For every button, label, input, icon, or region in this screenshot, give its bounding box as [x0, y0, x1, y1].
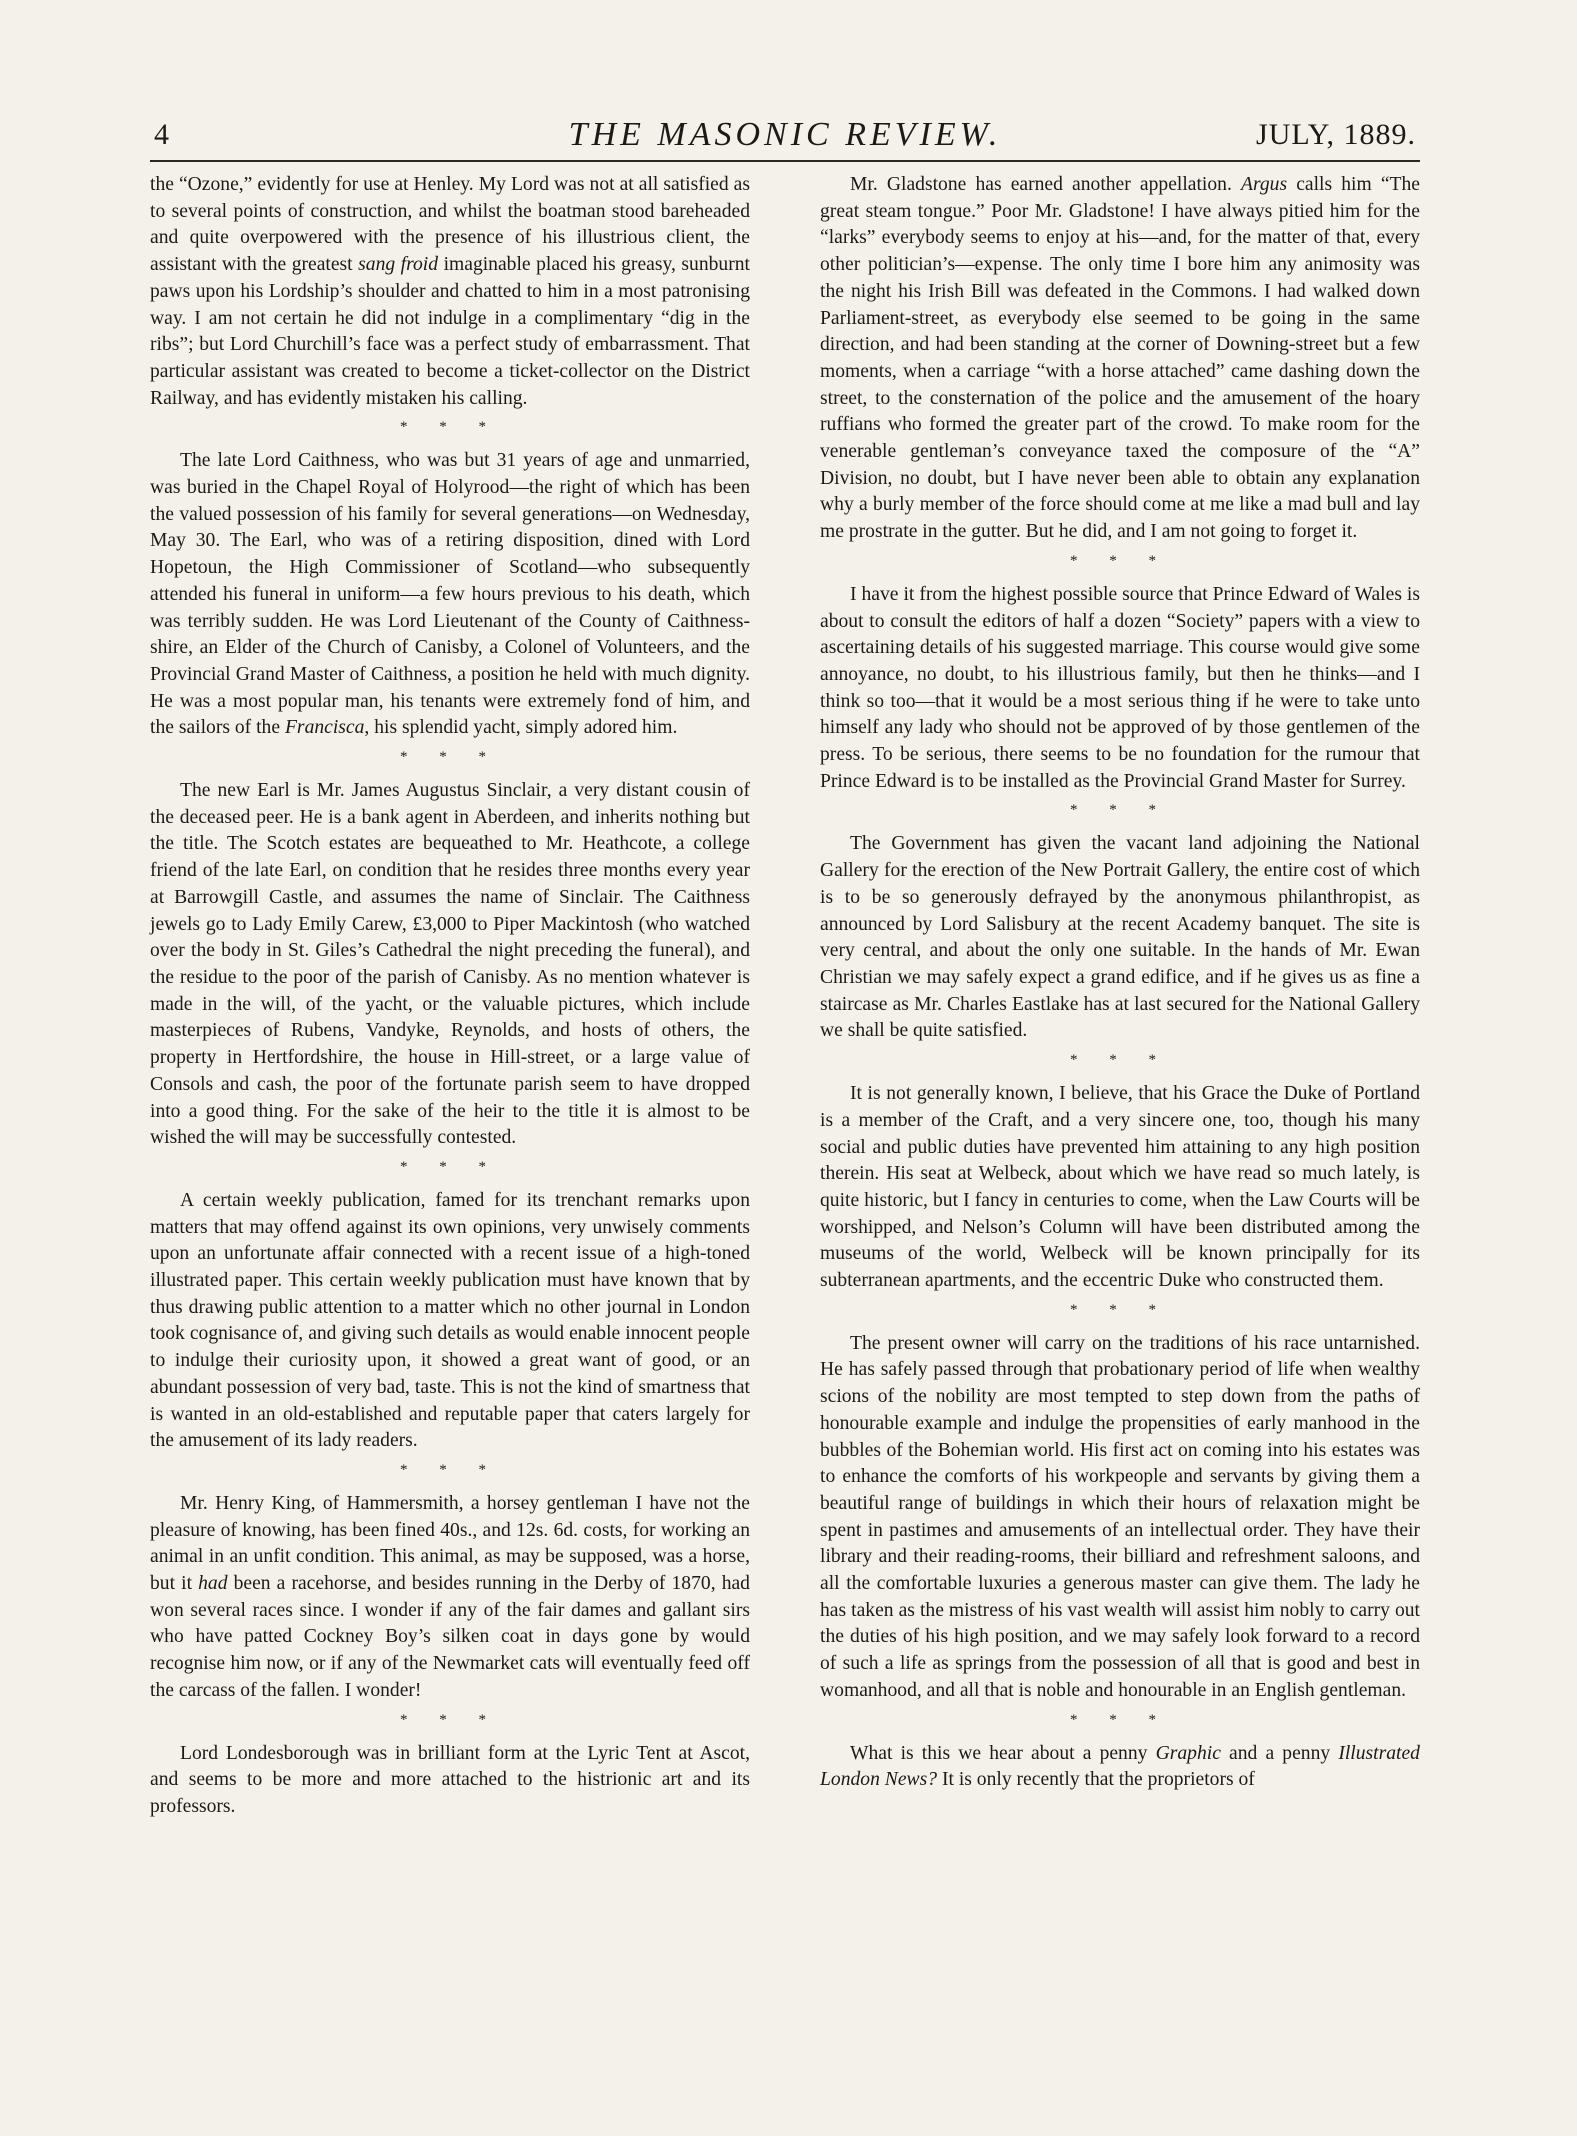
- paragraph: The present owner will carry on the traditions of his race untarnished. He has safely passed through that probationary period of life when wealthy scions of the nobility are most tempted to step down from the paths of honourable example and indulge the propensities of early manhood in the bubbles of the Bohemian world. His first act on coming into his estates was to enhance the comforts of his workpeople and servants by giving them a beautiful range of buildings in which their hours of relaxation might be spent in pastimes and amusements of an intellectual order. They have their library and their reading-rooms, their billiard and refreshment saloons, and all the comfortable luxuries a generous master can give them. The lady he has taken as the mistress of his vast wealth will assist him nobly to carry out the duties of his high position, and we may safely look forward to a record of such a life as springs from the possession of all that is good and best in womanhood, and all that is noble and honourable in an English gentleman.: [820, 1332, 1420, 1701]
- section-separator: * * *: [400, 1158, 500, 1175]
- paragraph: Mr. Henry King, of Hammersmith, a horsey gentleman I have not the pleasure of knowing, has been fined 40s., and 12s. 6d. costs, for working an animal in an unfit condition. This animal, as may be supposed, was a horse, but it had been a racehorse, and besides running in the Derby of 1870, had won several races since. I wonder if any of the fair dames and gallant sirs who have patted Cockney Boy’s silken coat in days gone by would recognise him now, or if any of the Newmarket cats will eventually feed off the carcass of the fallen. I wonder!: [150, 1492, 750, 1701]
- section-separator: * * *: [1070, 1301, 1170, 1318]
- paragraph: The Government has given the vacant land adjoining the National Gallery for the erection of the New Portrait Gallery, the entire cost of which is to be so generously defrayed by the anonymous philanthropist, as announced by Lord Salisbury at the recent Academy banquet. The site is very central, and about the only one suitable. In the hands of Mr. Ewan Christian we may safely expect a grand edifice, and if he gives us as fine a staircase as Mr. Charles Eastlake has at last secured for the National Gallery we shall be quite satisfied.: [820, 833, 1420, 1042]
- paragraph: The new Earl is Mr. James Augustus Sinclair, a very distant cousin of the deceased peer. He is a bank agent in Aberdeen, and inherits nothing but the title. The Scotch estates are bequeathed to Mr. Heathcote, a college friend of the late Earl, on condition that he resides three months every year at Barrowgill Castle, and assumes the name of Sinclair. The Caithness jewels go to Lady Emily Carew, £3,000 to Piper Mackintosh (who watched over the body in St. Giles’s Cathedral the night preceding the funeral), and the residue to the poor of the parish of Canisby. As no mention whatever is made in the will, of the yacht, or the valuable pictures, which include masterpieces of Rubens, Vandyke, Reynolds, and hosts of others, the property in Hertfordshire, the house in Hill-street, or a large value of Consols and cash, the poor of the fortunate parish seem to have dropped into a good thing. For the sake of the heir to the title it is almost to be wished the will may be successfully contested.: [150, 780, 750, 1149]
- right-column: [820, 172, 1420, 1794]
- paragraph: It is not generally known, I believe, that his Grace the Duke of Portland is a member of the Craft, and a very sincere one, too, though his many social and public duties have prevented him attaining to any high position therein. His seat at Welbeck, about which we have read so much lately, is quite historic, but I fancy in centuries to come, when the Law Courts will be worshipped, and Nelson’s Column will have been distributed among the museums of the world, Welbeck will be known principally for its subterranean apartments, and the eccentric Duke who constructed them.: [820, 1083, 1420, 1292]
- page-header: [150, 112, 1420, 162]
- paragraph: Mr. Gladstone has earned another appellation. Argus calls him “The great steam tongue.” Poor Mr. Gladstone! I have always pitied him for the “larks” everybody seems to enjoy at his—and, for the matter of that, every other politician’s—expense. The only time I bore him any animosity was the night his Irish Bill was defeated in the Commons. I had walked down Parliament-street, as everybody else seemed to be going in the same direction, and had been standing at the corner of Downing-street but a few moments, when a carriage “with a horse attached” came dashing down the street, to the consternation of the police and the amusement of the hoary ruffians who formed the greater part of the crowd. To make room for the venerable gentleman’s conveyance taxed the composure of the “A” Division, no doubt, but I have never been able to obtain any explanation why a burly member of the force should come at me like a mad bull and lay me prostrate in the gutter. But he did, and I am not going to forget it.: [820, 174, 1420, 543]
- paragraph: Lord Londesborough was in brilliant form at the Lyric Tent at Ascot, and seems to be more and more attached to the histrionic art and its professors.: [150, 1742, 750, 1817]
- issue-date: JULY, 1889.: [1256, 118, 1416, 151]
- paragraph: I have it from the highest possible source that Prince Edward of Wales is about to consult the editors of half a dozen “Society” papers with a view to ascertaining details of his suggested marriage. This course would give some annoyance, no doubt, to his illustrious family, but then he thinks—and I think so too—that it would be a most serious thing if he were to take unto himself any lady who should not be approved of by those gentlemen of the press. To be serious, there seems to be no foundation for the rumour that Prince Edward is to be installed as the Provincial Grand Master for Surrey.: [820, 583, 1420, 792]
- section-separator: * * *: [400, 1711, 500, 1728]
- page-number: 4: [154, 118, 169, 151]
- section-separator: * * *: [1070, 1052, 1170, 1069]
- paragraph: The late Lord Caithness, who was but 31 years of age and unmarried, was buried in the Chapel Royal of Holyrood—the right of which has been the valued possession of his family for several generations—on Wednesday, May 30. The Earl, who was of a retiring disposition, dined with Lord Hopetoun, the High Commissioner of Scotland—who subsequently attended his funeral in uniform—a few hours previous to his death, which was terribly sudden. He was Lord Lieutenant of the County of Caithness-shire, an Elder of the Church of Canisby, a Colonel of Volunteers, and the Provincial Grand Master of Caithness, a position he held with much dignity. He was a most popular man, his tenants were extremely fond of him, and the sailors of the Francisca, his splendid yacht, simply adored him.: [150, 450, 750, 739]
- running-title: THE MASONIC REVIEW.: [568, 116, 1002, 153]
- section-separator: * * *: [1070, 552, 1170, 569]
- paragraph: What is this we hear about a penny Graphic and a penny Illustrated London News? It is only recently that the proprietors of: [820, 1742, 1420, 1791]
- paragraph: A certain weekly publication, famed for its trenchant remarks upon matters that may offend against its own opinions, very unwisely comments upon an unfortunate affair connected with a recent issue of a high-toned illustrated paper. This certain weekly publication must have known that by thus drawing public attention to a matter which no other journal in London took cognisance of, and giving such details as would enable innocent people to indulge their curiosity upon, it showed a great want of good, or an abundant possession of very bad, taste. This is not the kind of smartness that is wanted in an old-established and reputable paper that caters largely for the amusement of its lady readers.: [150, 1189, 750, 1452]
- paragraph: the “Ozone,” evidently for use at Henley. My Lord was not at all satisfied as to several points of construction, and whilst the boatman stood bareheaded and quite overpowered with the presence of his illustrious client, the assistant with the greatest sang froid imaginable placed his greasy, sunburnt paws upon his Lordship’s shoulder and chatted to him in a most patronising way. I am not certain he did not indulge in a complimentary “dig in the ribs”; but Lord Churchill’s face was a perfect study of embarrassment. That particular assistant was created to become a ticket-collector on the District Railway, and has evidently mistaken his calling.: [150, 174, 750, 409]
- section-separator: * * *: [400, 419, 500, 436]
- left-column: [150, 172, 750, 1821]
- section-separator: * * *: [400, 1461, 500, 1478]
- section-separator: * * *: [1070, 1711, 1170, 1728]
- section-separator: * * *: [400, 749, 500, 766]
- section-separator: * * *: [1070, 802, 1170, 819]
